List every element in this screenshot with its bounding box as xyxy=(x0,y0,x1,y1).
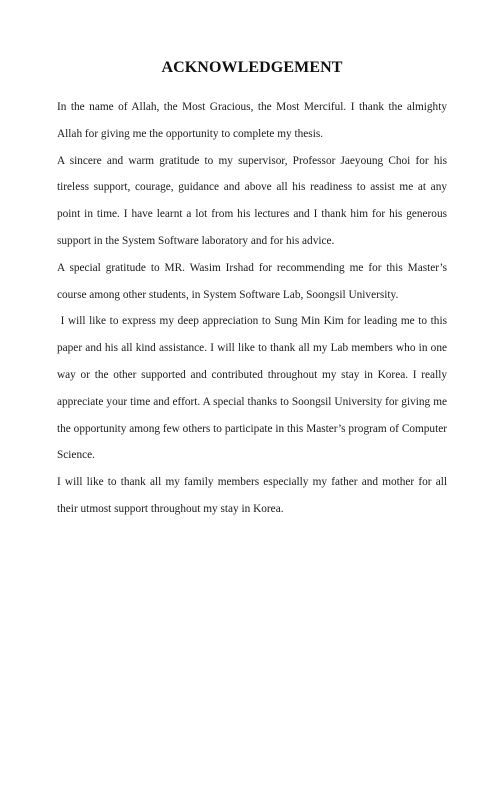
paragraph-1: In the name of Allah, the Most Gracious, the Most Merciful. I thank the almighty Allah for giving me the opportunity to complete my thesis. xyxy=(57,101,447,140)
acknowledgement-body xyxy=(57,94,447,523)
paragraph-3: A special gratitude to MR. Wasim Irshad for recommending me for this Master’s course among other students, in System Software Lab, Soongsil University. xyxy=(57,261,447,301)
paragraph-2: A sincere and warm gratitude to my supervisor, Professor Jaeyoung Choi for his tireless support, courage, guidance and above all his readiness to assist me at any point in time. I have learnt a lot from his lectures and I thank him for his generous support in the System Software laboratory and for his advice. xyxy=(57,154,447,247)
page-title: ACKNOWLEDGEMENT xyxy=(161,59,343,76)
paragraph-4: I will like to express my deep appreciation to Sung Min Kim for leading me to this paper and his all kind assistance. I will like to thank all my Lab members who in one way or the other supported and contributed throughout my stay in Korea. I really appreciate your time and effort. A special thanks to Soongsil University for giving me the opportunity among few others to participate in this Master’s program of Computer Science. xyxy=(57,315,447,462)
paragraph-5: I will like to thank all my family members especially my father and mother for all their utmost support throughout my stay in Korea. xyxy=(57,476,447,515)
